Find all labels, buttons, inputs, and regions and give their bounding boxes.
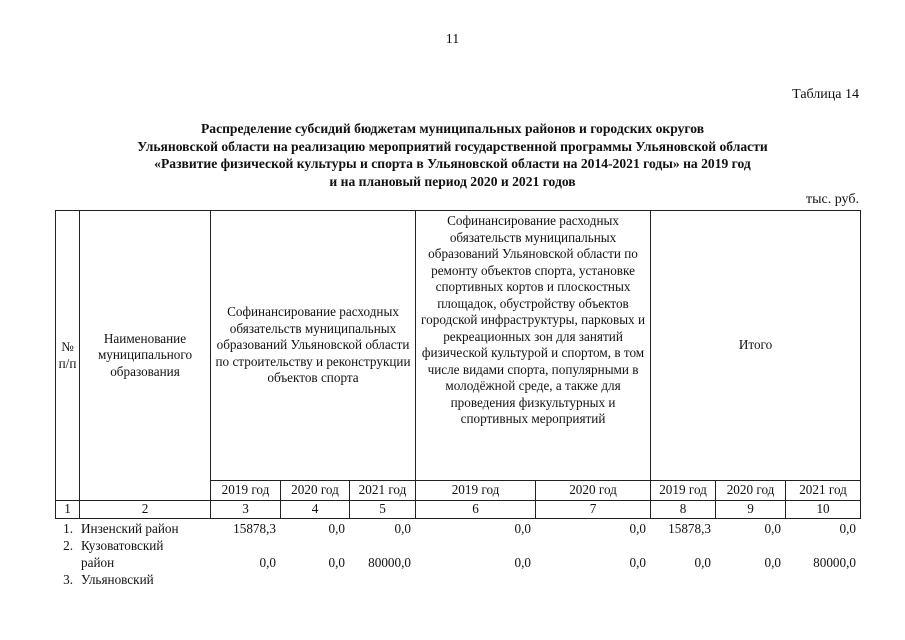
- column-number: 7: [536, 501, 651, 519]
- title-line: «Развитие физической культуры и спорта в Ульяновской области на 2014-2021 годы» на 2019 год: [154, 156, 751, 171]
- table-row: [55, 571, 860, 588]
- row-value: 0,0: [764, 555, 781, 570]
- row-value: 0,0: [259, 555, 276, 570]
- year-header: 2020 год: [536, 481, 651, 501]
- row-value: 0,0: [394, 521, 411, 536]
- row-number: 3.: [63, 572, 73, 587]
- column-number: 1: [56, 501, 80, 519]
- subsidy-table-header: [55, 210, 861, 519]
- row-name-continuation: район: [81, 555, 115, 570]
- title-line: Ульяновской области на реализацию мероприятий государственной программы Ульяновской области: [137, 138, 768, 154]
- column-number: 3: [211, 501, 281, 519]
- document-title: [0, 120, 905, 190]
- year-header: 2019 год: [416, 481, 536, 501]
- year-header: 2021 год: [786, 481, 861, 501]
- row-number: 1.: [63, 521, 73, 536]
- row-value: 0,0: [764, 521, 781, 536]
- row-value: 80000,0: [813, 555, 856, 570]
- row-value: 0,0: [629, 521, 646, 536]
- page-number: 11: [445, 32, 460, 47]
- column-number: 4: [281, 501, 350, 519]
- year-header: 2020 год: [716, 481, 786, 501]
- column-number: 8: [651, 501, 716, 519]
- title-line: и на плановый период 2020 и 2021 годов: [329, 173, 576, 189]
- column-number: 6: [416, 501, 536, 519]
- row-value: 0,0: [629, 555, 646, 570]
- header-total: Итого: [651, 211, 861, 481]
- column-number: 10: [786, 501, 861, 519]
- row-value: 0,0: [328, 521, 345, 536]
- units-label: тыс. руб.: [806, 192, 859, 207]
- row-value: 0,0: [694, 555, 711, 570]
- column-number: 2: [80, 501, 211, 519]
- row-value: 15878,3: [233, 521, 276, 536]
- header-construction: Софинансирование расходных обязательств муниципальных образований Ульяновской области по строительству и реконструкции объектов спорта: [211, 211, 416, 481]
- year-header: 2019 год: [211, 481, 281, 501]
- row-value: 15878,3: [668, 521, 711, 536]
- table-row: [55, 520, 860, 537]
- row-number: 2.: [63, 538, 73, 553]
- column-number: 5: [350, 501, 416, 519]
- table-row: [55, 537, 860, 554]
- subsidy-table-body: [55, 520, 860, 588]
- row-name: Ульяновский: [81, 572, 154, 587]
- year-header: 2021 год: [350, 481, 416, 501]
- header-repair: Софинансирование расходных обязательств муниципальных образований Ульяновской области по ремонту объектов спорта, установке спортивных кортов и плоскостных площадок, обустройству объектов городской инфраструктуры, парковых и рекреационных зон для занятий физической культурой и спортом, в том числе видами спорта, популярными в молодёжной среде, а также для проведения физкультурных и спортивных мероприятий: [416, 211, 651, 481]
- row-value: 0,0: [328, 555, 345, 570]
- year-header: 2020 год: [281, 481, 350, 501]
- row-value: 0,0: [514, 555, 531, 570]
- table-row-continuation: [55, 554, 860, 571]
- column-number: 9: [716, 501, 786, 519]
- header-name: Наименование муниципального образования: [80, 211, 211, 501]
- row-value: 80000,0: [368, 555, 411, 570]
- year-header: 2019 год: [651, 481, 716, 501]
- row-name: Инзенский район: [81, 521, 179, 536]
- row-value: 0,0: [514, 521, 531, 536]
- row-name: Кузоватовский: [81, 538, 164, 553]
- table-number: Таблица 14: [792, 87, 859, 102]
- title-line: Распределение субсидий бюджетам муниципальных районов и городских округов: [200, 121, 705, 136]
- row-value: 0,0: [839, 521, 856, 536]
- header-num: № п/п: [56, 211, 80, 501]
